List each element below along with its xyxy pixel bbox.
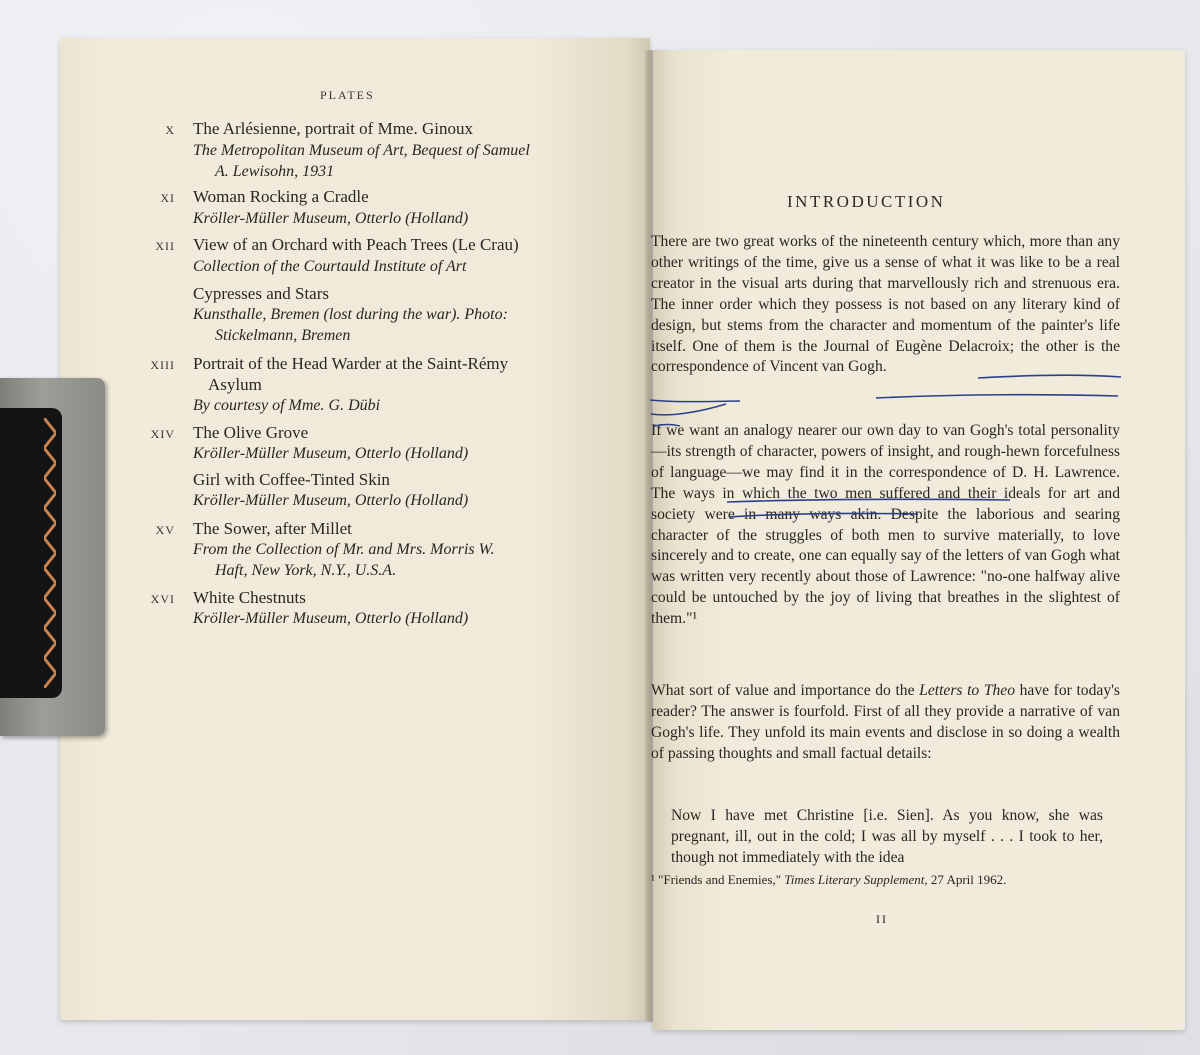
plate-source: A. Lewisohn, 1931: [215, 163, 335, 180]
plate-title: View of an Orchard with Peach Trees (Le Crau): [193, 235, 519, 254]
plate-title: Woman Rocking a Cradle: [193, 187, 369, 206]
footnote-source: Times Literary Supplement,: [784, 872, 928, 887]
paragraph-text: What sort of value and importance do the: [651, 682, 920, 699]
plate-title: Cypresses and Stars: [193, 284, 329, 303]
plate-source: By courtesy of Mme. G. Dübi: [193, 397, 381, 414]
plate-title: Portrait of the Head Warder at the Saint-Rémy: [193, 354, 509, 373]
block-quote: Now I have met Christine [i.e. Sien]. As you know, she was pregnant, ill, out in the cold; I was all by myself . . . I took to her, though not immediately with the idea: [671, 807, 1103, 866]
page-number: II: [876, 912, 888, 926]
introduction-heading: INTRODUCTION: [787, 192, 946, 211]
plate-source: Kröller-Müller Museum, Otterlo (Holland): [193, 210, 469, 227]
intro-paragraph-1: There are two great works of the nineteenth century which, more than any other writings of the time, give us a sense of what it was like to be a real creator in the visual arts during that marvellously rich and strenuous era. The inner order which they possess is not based on any literary kind of design, but stems from the character and momentum of the painter's life itself. One of them is the Journal of Eugène Delacroix; the other is the correspondence of Vincent van Gogh.: [651, 233, 1120, 376]
intro-paragraph-3: [651, 681, 1120, 765]
plate-title: White Chestnuts: [193, 588, 306, 607]
plate-number: XIII: [150, 358, 175, 372]
plate-source: Collection of the Courtauld Institute of Art: [193, 258, 467, 275]
book-title: Letters to Theo: [919, 682, 1016, 699]
plate-number: XIV: [150, 427, 175, 441]
plate-title: The Sower, after Millet: [193, 519, 352, 538]
plate-source: Stickelmann, Bremen: [215, 327, 351, 344]
paragraph-text: have for today's reader? The answer is fourfold. First of all they provide a narrative of van Gogh's life. They unfold its main events and disclose in so doing a wealth of passing thoughts and small factual details:: [651, 682, 1121, 762]
binder-clip: [0, 378, 105, 736]
plates-heading: PLATES: [320, 88, 375, 102]
plate-number: XVI: [150, 592, 175, 606]
plate-number: XI: [160, 191, 175, 205]
plate-number: X: [165, 123, 175, 137]
plate-number: XII: [155, 239, 175, 253]
intro-paragraph-2: If we want an analogy nearer our own day to van Gogh's total personality—its strength of character, powers of insight, and rough-hewn forcefulness of language—we may find it in the correspondence of D. H. Lawrence. The ways in which the two men suffered and their ideals for art and society were in many ways akin. Despite the laborious and searing character of the struggles of both men to survive materially, to love sincerely and to create, one can equally say of the letters of van Gogh what was written very recently about those of Lawrence: "no-one halfway alive could be untouched by the joy of living that breathes in the slightest of them."¹: [651, 422, 1120, 628]
plate-source: Kröller-Müller Museum, Otterlo (Holland): [193, 610, 469, 627]
footnote-text: ¹ "Friends and Enemies,": [651, 872, 785, 887]
plate-source: From the Collection of Mr. and Mrs. Morris W.: [193, 541, 495, 558]
plate-source: Haft, New York, N.Y., U.S.A.: [215, 562, 397, 579]
plate-title: The Olive Grove: [193, 423, 309, 442]
clip-teeth: [44, 418, 56, 688]
plate-source: Kröller-Müller Museum, Otterlo (Holland): [193, 492, 469, 509]
plate-title: Girl with Coffee-Tinted Skin: [193, 470, 390, 489]
footnote: [651, 871, 1120, 889]
plate-title: The Arlésienne, portrait of Mme. Ginoux: [193, 119, 473, 138]
footnote-text: 27 April 1962.: [927, 872, 1007, 887]
plate-source: Kunsthalle, Bremen (lost during the war). Photo:: [193, 306, 508, 323]
plate-source: The Metropolitan Museum of Art, Bequest of Samuel: [193, 142, 530, 159]
plate-source: Kröller-Müller Museum, Otterlo (Holland): [193, 445, 469, 462]
plate-number: XV: [155, 523, 175, 537]
plate-title-continued: Asylum: [208, 375, 262, 394]
